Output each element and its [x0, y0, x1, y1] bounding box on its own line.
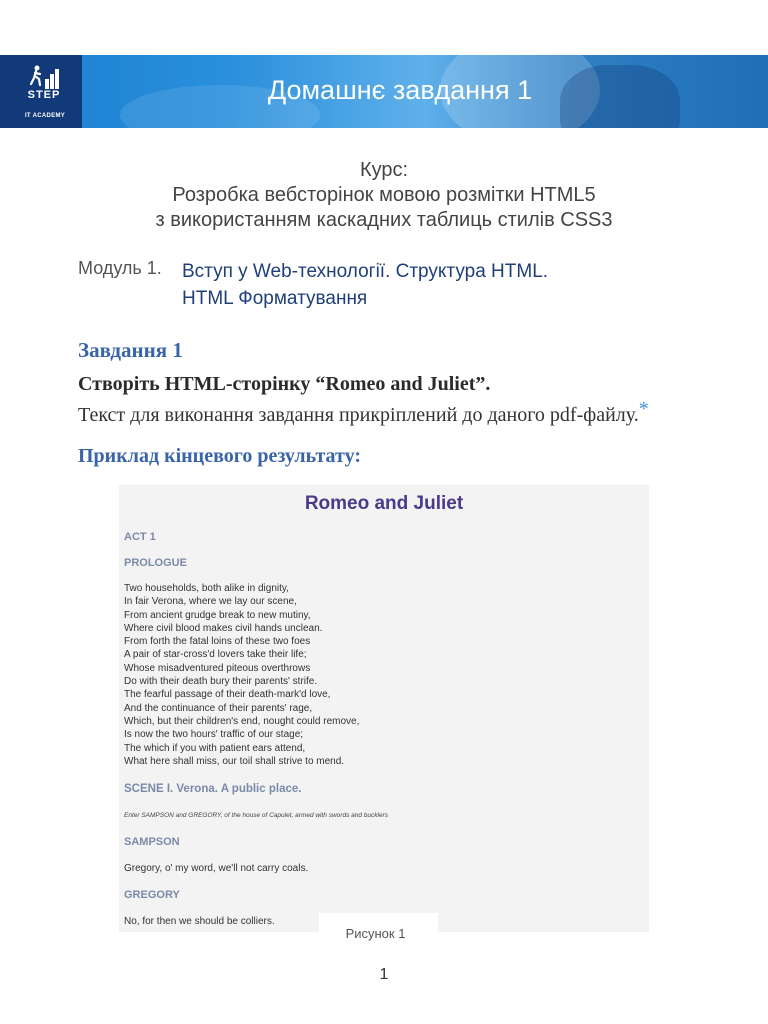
figure-prologue: PROLOGUE	[124, 557, 187, 569]
module-title-line-1: Вступ у Web-технології. Структура HTML.	[182, 261, 549, 282]
poem-line: Do with their death bury their parents' strife.	[124, 676, 318, 688]
poem-line: Two households, both alike in dignity,	[124, 583, 289, 594]
poem-line: A pair of star-cross'd lovers take their life;	[124, 649, 307, 661]
logo-academy-text: IT ACADEMY	[24, 113, 66, 119]
page-title: Домашнє завдання 1	[267, 75, 533, 105]
poem-line: The fearful passage of their death-mark'd love,	[124, 689, 331, 701]
poem-line: From forth the fatal loins of these two foes	[124, 636, 311, 648]
figure-line-sampson: Gregory, o' my word, we'll not carry coals.	[124, 863, 309, 874]
figure-caption: Рисунок 1	[345, 926, 406, 941]
poem-line: What here shall miss, our toil shall strive to mend.	[124, 755, 345, 767]
task-text-body: Текст для виконання завдання прикріплений до даного pdf-файлу.	[78, 404, 639, 426]
figure-scene: SCENE I. Verona. A public place.	[124, 783, 302, 795]
figure-poem	[124, 582, 359, 768]
poem-line: The which if you with patient ears attend,	[124, 742, 306, 754]
poem-line: Where civil blood makes civil hands unclean.	[124, 622, 323, 634]
figure-line-gregory: No, for then we should be colliers.	[124, 916, 275, 927]
figure-stage-direction: Enter SAMPSON and GREGORY, of the house of Capulet, armed with swords and bucklers	[124, 812, 388, 819]
course-label: Курс:	[359, 159, 409, 181]
course-line-1: Розробка вебсторінок мовою розмітки HTML5	[172, 184, 596, 206]
poem-line: In fair Verona, where we lay our scene,	[124, 596, 297, 608]
figure-title: Romeo and Juliet	[304, 493, 464, 514]
task-subheading: Створіть HTML-сторінку “Romeo and Juliet”.	[78, 373, 491, 395]
poem-line: And the continuance of their parents' rage,	[124, 702, 313, 714]
header-banner	[0, 55, 768, 128]
course-block	[0, 158, 768, 233]
poem-line: Is now the two hours' traffic of our stage;	[124, 729, 304, 741]
course-line-2: з використанням каскадних таблиць стилів CSS3	[155, 209, 613, 231]
step-logo	[0, 55, 82, 128]
figure-speaker-gregory: GREGORY	[124, 889, 180, 901]
footnote-mark: *	[638, 398, 649, 420]
task-text	[78, 398, 649, 427]
logo-step-text: STEP	[27, 89, 61, 101]
page-number: 1	[379, 966, 389, 983]
example-figure	[119, 485, 649, 932]
figure-speaker-sampson: SAMPSON	[124, 836, 180, 848]
module-title	[182, 258, 548, 312]
example-heading: Приклад кінцевого результату:	[78, 445, 361, 467]
poem-line: Which, but their children's end, nought could remove,	[124, 715, 360, 727]
poem-line: From ancient grudge break to new mutiny,	[124, 609, 311, 621]
figure-act: ACT 1	[124, 531, 156, 543]
poem-line: Whose misadventured piteous overthrows	[124, 662, 311, 674]
task-heading: Завдання 1	[78, 338, 183, 362]
module-title-line-2: HTML Форматування	[182, 288, 368, 309]
module-label: Модуль 1.	[78, 258, 162, 278]
climber-icon	[29, 65, 59, 89]
